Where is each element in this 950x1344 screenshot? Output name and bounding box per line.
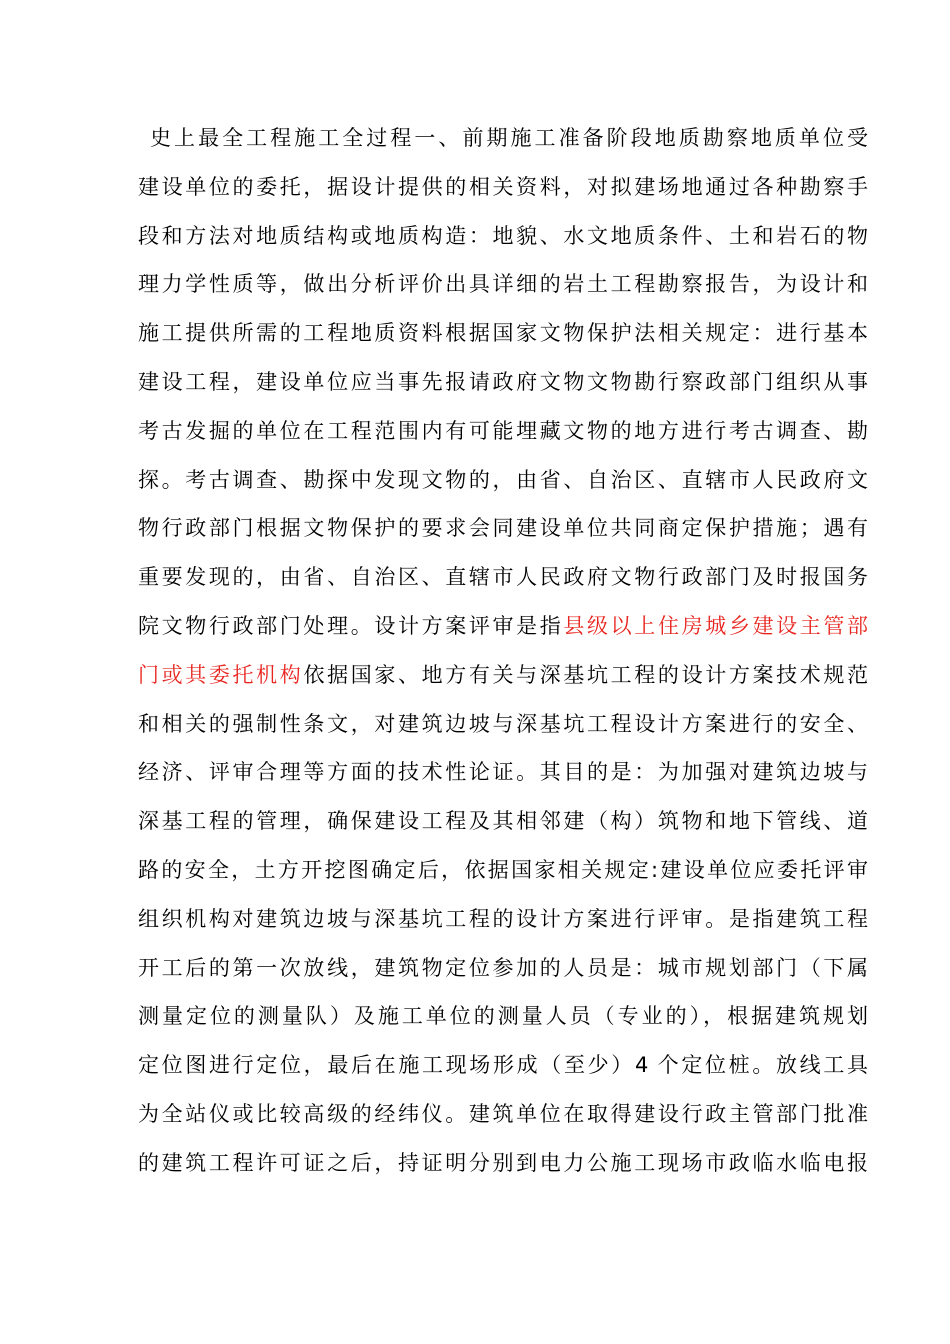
text-segment: 为全站仪或比较高级的经纬仪。建筑单位在取得建设行政主管部门批准 xyxy=(138,1101,868,1126)
text-line xyxy=(138,553,868,602)
text-line xyxy=(138,358,868,407)
text-segment: 建设单位的委托，据设计提供的相关资料，对拟建场地通过各种勘察手 xyxy=(138,174,868,199)
document-body xyxy=(138,114,868,1188)
text-segment: 定位图进行定位，最后在施工现场形成（至少）4 个定位桩。放线工具 xyxy=(138,1053,868,1078)
text-segment: 施工提供所需的工程地质资料根据国家文物保护法相关规定：进行基本 xyxy=(138,321,868,346)
text-line xyxy=(138,602,868,651)
text-segment: 深基工程的管理，确保建设工程及其相邻建（构）筑物和地下管线、道 xyxy=(138,809,868,834)
text-line xyxy=(138,944,868,993)
text-line xyxy=(138,1090,868,1139)
text-segment: 物行政部门根据文物保护的要求会同建设单位共同商定保护措施；遇有 xyxy=(138,516,868,541)
text-segment: 探。考古调查、勘探中发现文物的，由省、自治区、直辖市人民政府文 xyxy=(138,467,868,492)
text-line xyxy=(138,456,868,505)
text-segment: 段和方法对地质结构或地质构造：地貌、水文地质条件、土和岩石的物 xyxy=(138,223,868,248)
text-segment: 院文物行政部门处理。设计方案评审是指 xyxy=(138,613,564,638)
text-line xyxy=(138,1139,868,1188)
text-segment: 组织机构对建筑边坡与深基坑工程的设计方案进行评审。是指建筑工程 xyxy=(138,906,868,931)
text-segment: 重要发现的，由省、自治区、直辖市人民政府文物行政部门及时报国务 xyxy=(138,565,868,590)
text-line xyxy=(138,163,868,212)
text-line xyxy=(138,114,868,163)
text-line xyxy=(138,1041,868,1090)
highlighted-text: 县级以上住房城乡建设主管部 xyxy=(563,613,868,638)
highlighted-text: 门或其委托机构 xyxy=(138,662,304,687)
text-line xyxy=(138,407,868,456)
text-segment: 测量定位的测量队）及施工单位的测量人员（专业的），根据建筑规划 xyxy=(138,1004,868,1029)
text-line xyxy=(138,504,868,553)
text-line xyxy=(138,651,868,700)
text-segment: 的建筑工程许可证之后，持证明分别到电力公施工现场市政临水临电报 xyxy=(138,1150,868,1175)
text-line xyxy=(138,700,868,749)
text-line xyxy=(138,212,868,261)
text-line xyxy=(138,797,868,846)
text-segment: 和相关的强制性条文，对建筑边坡与深基坑工程设计方案进行的安全、 xyxy=(138,711,868,736)
text-segment: 理力学性质等，做出分析评价出具详细的岩土工程勘察报告，为设计和 xyxy=(138,272,868,297)
text-segment: 史上最全工程施工全过程一、前期施工准备阶段地质勘察地质单位受 xyxy=(150,126,868,150)
text-line xyxy=(138,748,868,797)
text-segment: 建设工程，建设单位应当事先报请政府文物文物勘行察政部门组织从事 xyxy=(138,369,868,394)
text-line xyxy=(138,895,868,944)
text-segment: 依据国家、地方有关与深基坑工程的设计方案技术规范 xyxy=(303,662,868,687)
text-line xyxy=(138,260,868,309)
text-segment: 开工后的第一次放线，建筑物定位参加的人员是：城市规划部门（下属 xyxy=(138,955,868,980)
text-segment: 经济、评审合理等方面的技术性论证。其目的是：为加强对建筑边坡与 xyxy=(138,760,868,785)
text-line xyxy=(138,309,868,358)
text-segment: 路的安全，土方开挖图确定后，依据国家相关规定:建设单位应委托评审 xyxy=(138,857,868,882)
text-segment: 考古发掘的单位在工程范围内有可能埋藏文物的地方进行考古调查、勘 xyxy=(138,418,868,443)
text-line xyxy=(138,992,868,1041)
text-line xyxy=(138,846,868,895)
